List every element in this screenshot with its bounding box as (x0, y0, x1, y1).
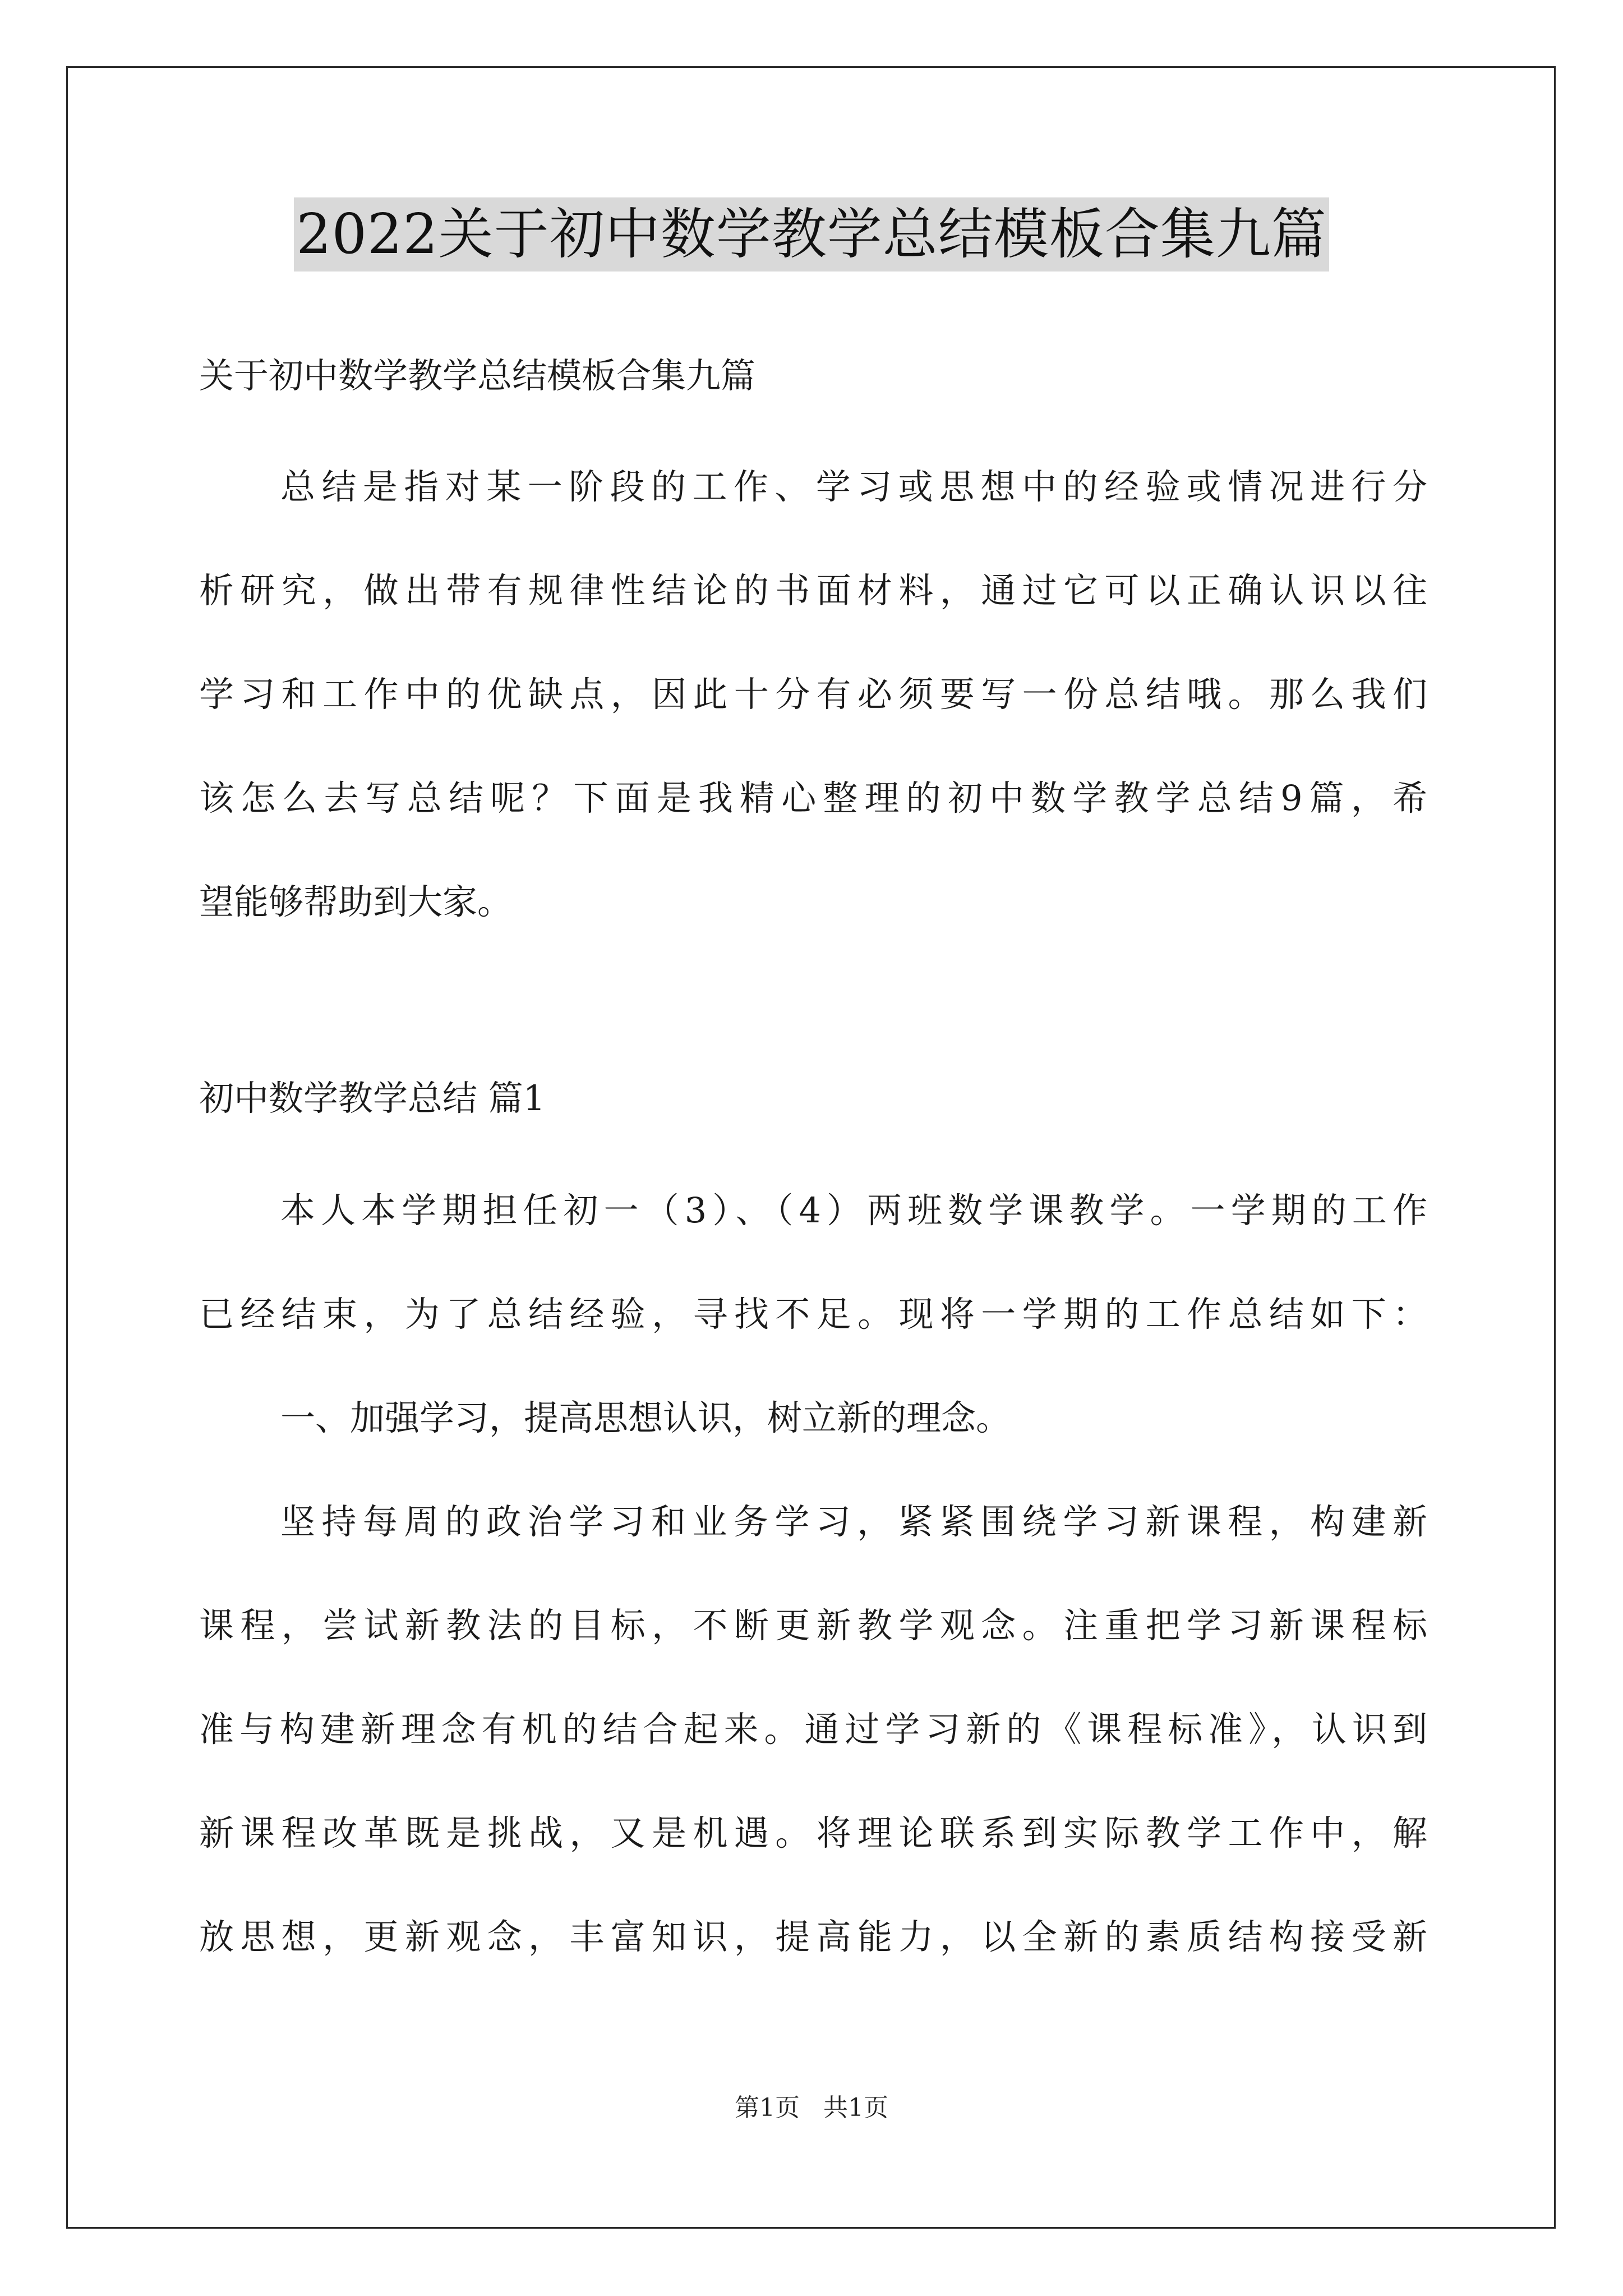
section-intro-line-2: 已经结束，为了总结经验，寻找不足。现将一学期的工作总结如下： (199, 1294, 1427, 1335)
intro-line-2: 析研究，做出带有规律性结论的书面材料，通过它可以正确认识以往 (199, 570, 1427, 611)
document-subtitle: 关于初中数学教学总结模板合集九篇 (199, 355, 756, 396)
intro-line-3: 学习和工作中的优缺点，因此十分有必须要写一份总结哦。那么我们 (199, 674, 1427, 715)
point-one-line-2: 课程，尝试新教法的目标，不断更新教学观念。注重把学习新课程标 (199, 1605, 1427, 1646)
point-one-heading: 一、加强学习，提高思想认识，树立新的理念。 (280, 1397, 1011, 1438)
point-one-line-1: 坚持每周的政治学习和业务学习，紧紧围绕学习新课程，构建新 (280, 1501, 1427, 1542)
title-wrap (0, 197, 1623, 272)
section-intro-line-1: 本人本学期担任初一（3）、（4）两班数学课教学。一学期的工作 (280, 1190, 1427, 1231)
section-heading: 初中数学教学总结 篇1 (199, 1078, 546, 1119)
intro-line-1: 总结是指对某一阶段的工作、学习或思想中的经验或情况进行分 (280, 466, 1427, 507)
intro-line-4: 该怎么去写总结呢？下面是我精心整理的初中数学教学总结9篇，希 (199, 777, 1427, 818)
document-title: 2022关于初中数学教学总结模板合集九篇 (294, 197, 1329, 272)
intro-line-5: 望能够帮助到大家。 (199, 881, 513, 922)
point-one-line-5: 放思想，更新观念，丰富知识，提高能力，以全新的素质结构接受新 (199, 1916, 1427, 1957)
point-one-line-4: 新课程改革既是挑战，又是机遇。将理论联系到实际教学工作中，解 (199, 1812, 1427, 1853)
point-one-line-3: 准与构建新理念有机的结合起来。通过学习新的《课程标准》，认识到 (199, 1709, 1427, 1750)
page-footer: 第1页 共1页 (735, 2093, 888, 2122)
